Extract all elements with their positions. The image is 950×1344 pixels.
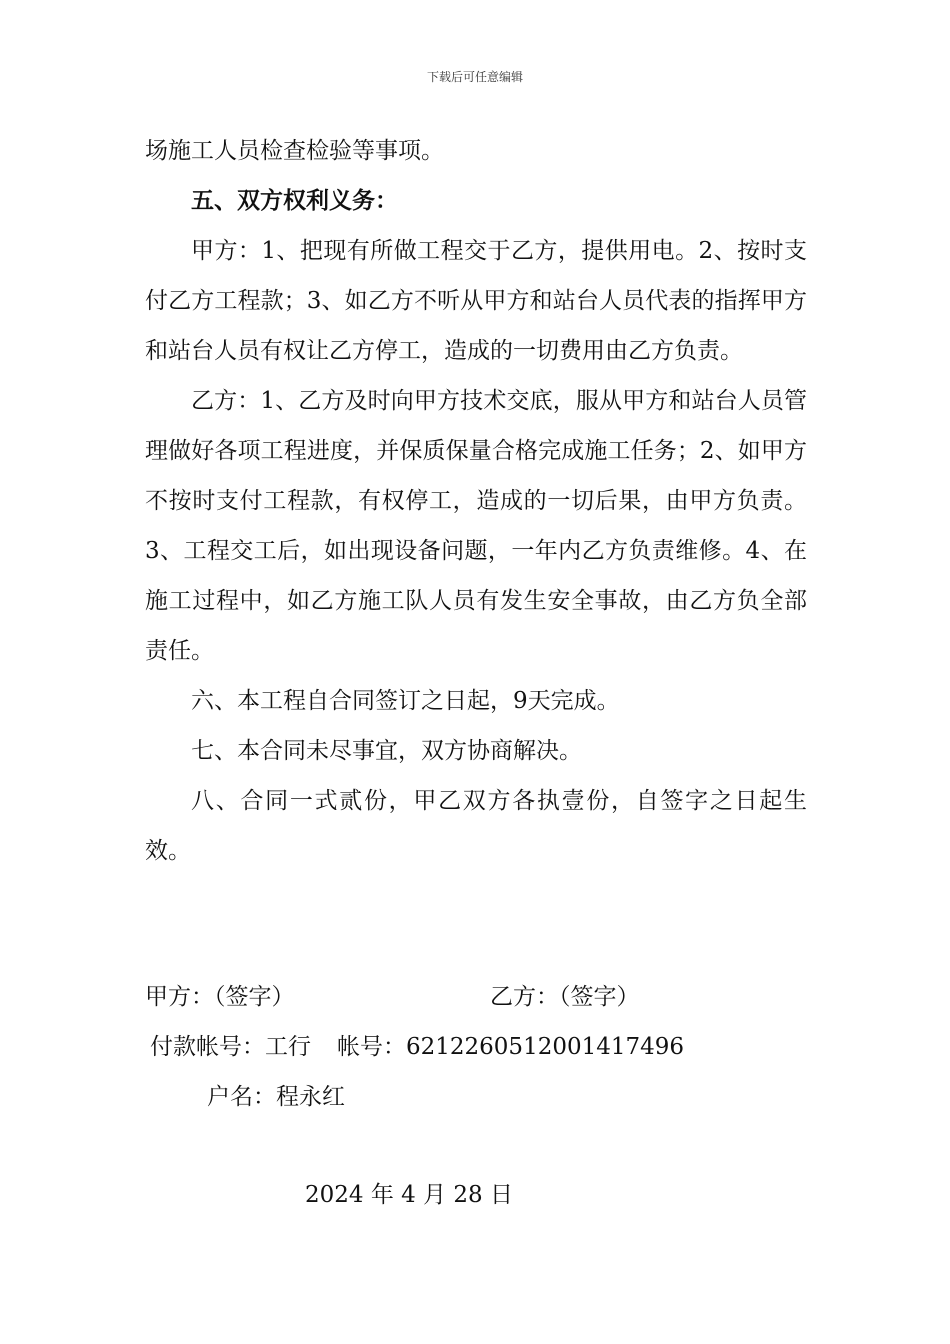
paragraph-continuation: 场施工人员检查检验等事项。 bbox=[145, 138, 444, 164]
payment-account-line bbox=[150, 1022, 684, 1072]
paragraph-copies: 八、合同一式贰份，甲乙双方各执壹份，自签字之日起生效。 bbox=[145, 788, 807, 864]
paragraph-duration: 六、本工程自合同签订之日起，9天完成。 bbox=[191, 688, 620, 714]
contract-body bbox=[145, 126, 807, 876]
paragraph-party-a: 甲方：1、把现有所做工程交于乙方，提供用电。2、按时支付乙方工程款；3、如乙方不听从甲方和站台人员代表的指挥甲方和站台人员有权让乙方停工，造成的一切费用由乙方负责。 bbox=[145, 238, 807, 364]
account-number: 帐号：6212260512001417496 bbox=[337, 1034, 685, 1060]
section-heading-rights: 五、双方权利义务： bbox=[191, 187, 398, 214]
party-b-signature: 乙方：（签字） bbox=[490, 984, 640, 1010]
contract-date: 2024 年 4 月 28 日 bbox=[305, 1182, 513, 1208]
paragraph-negotiation: 七、本合同未尽事宜，双方协商解决。 bbox=[191, 738, 582, 764]
account-holder: 户名：程永红 bbox=[207, 1084, 345, 1110]
paragraph-party-b: 乙方：1、乙方及时向甲方技术交底，服从甲方和站台人员管理做好各项工程进度，并保质保量合格完成施工任务；2、如甲方不按时支付工程款，有权停工，造成的一切后果，由甲方负责。3、工程交工后，如出现设备问题，一年内乙方负责维修。4、在施工过程中，如乙方施工队人员有发生安全事故，由乙方负全部责任。 bbox=[145, 388, 807, 664]
account-bank-label: 付款帐号：工行 bbox=[150, 1034, 311, 1060]
party-a-signature: 甲方：（签字） bbox=[145, 984, 295, 1010]
header-note: 下载后可任意编辑 bbox=[426, 70, 523, 84]
signature-line bbox=[145, 972, 807, 1022]
